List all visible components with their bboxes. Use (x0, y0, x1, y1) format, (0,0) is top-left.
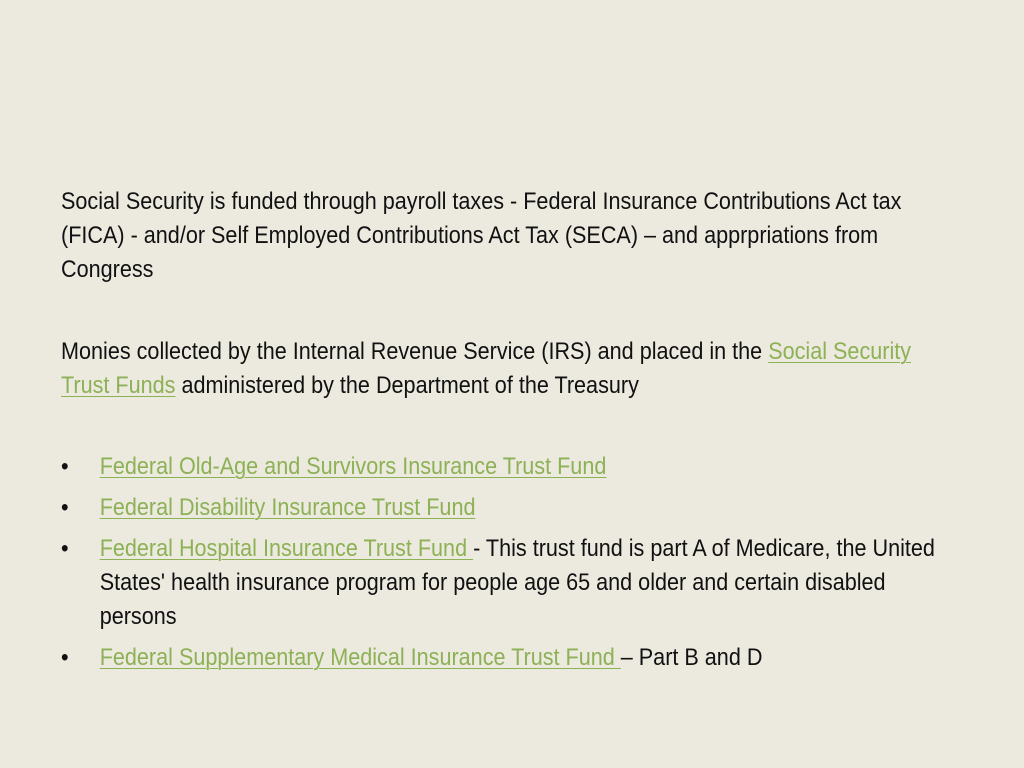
smi-trust-fund-link[interactable]: Federal Supplementary Medical Insurance Trust Fund (99, 644, 621, 671)
list-item (61, 532, 941, 634)
slide-body (61, 185, 941, 682)
list-item (61, 450, 941, 484)
monies-paragraph (61, 335, 941, 403)
list-item (61, 641, 941, 675)
list-item-text: - This trust fund is part A of Medicare, the United States' health insurance program for people age 65 and older and certain disabled persons (99, 535, 935, 630)
di-trust-fund-link[interactable]: Federal Disability Insurance Trust Fund (99, 494, 476, 521)
bullet-icon: • (61, 535, 69, 562)
trust-fund-list (61, 450, 941, 675)
oasi-trust-fund-link[interactable]: Federal Old-Age and Survivors Insurance Trust Fund (99, 453, 607, 480)
bullet-icon: • (61, 453, 69, 480)
social-security-trust-funds-link[interactable]: Social Security Trust Funds (61, 338, 912, 399)
list-item-text: – Part B and D (620, 644, 763, 671)
funding-paragraph: Social Security is funded through payroll taxes - Federal Insurance Contributions Act tax (FICA) - and/or Self Employed Contributions Act Tax (SECA) – and apprpriations from Congress (61, 188, 902, 283)
monies-text-after: administered by the Department of the Treasury (175, 372, 639, 399)
monies-text-before: Monies collected by the Internal Revenue Service (IRS) and placed in the (61, 338, 769, 365)
bullet-icon: • (61, 494, 69, 521)
bullet-icon: • (61, 644, 69, 671)
hi-trust-fund-link[interactable]: Federal Hospital Insurance Trust Fund (99, 535, 474, 562)
list-item (61, 491, 941, 525)
